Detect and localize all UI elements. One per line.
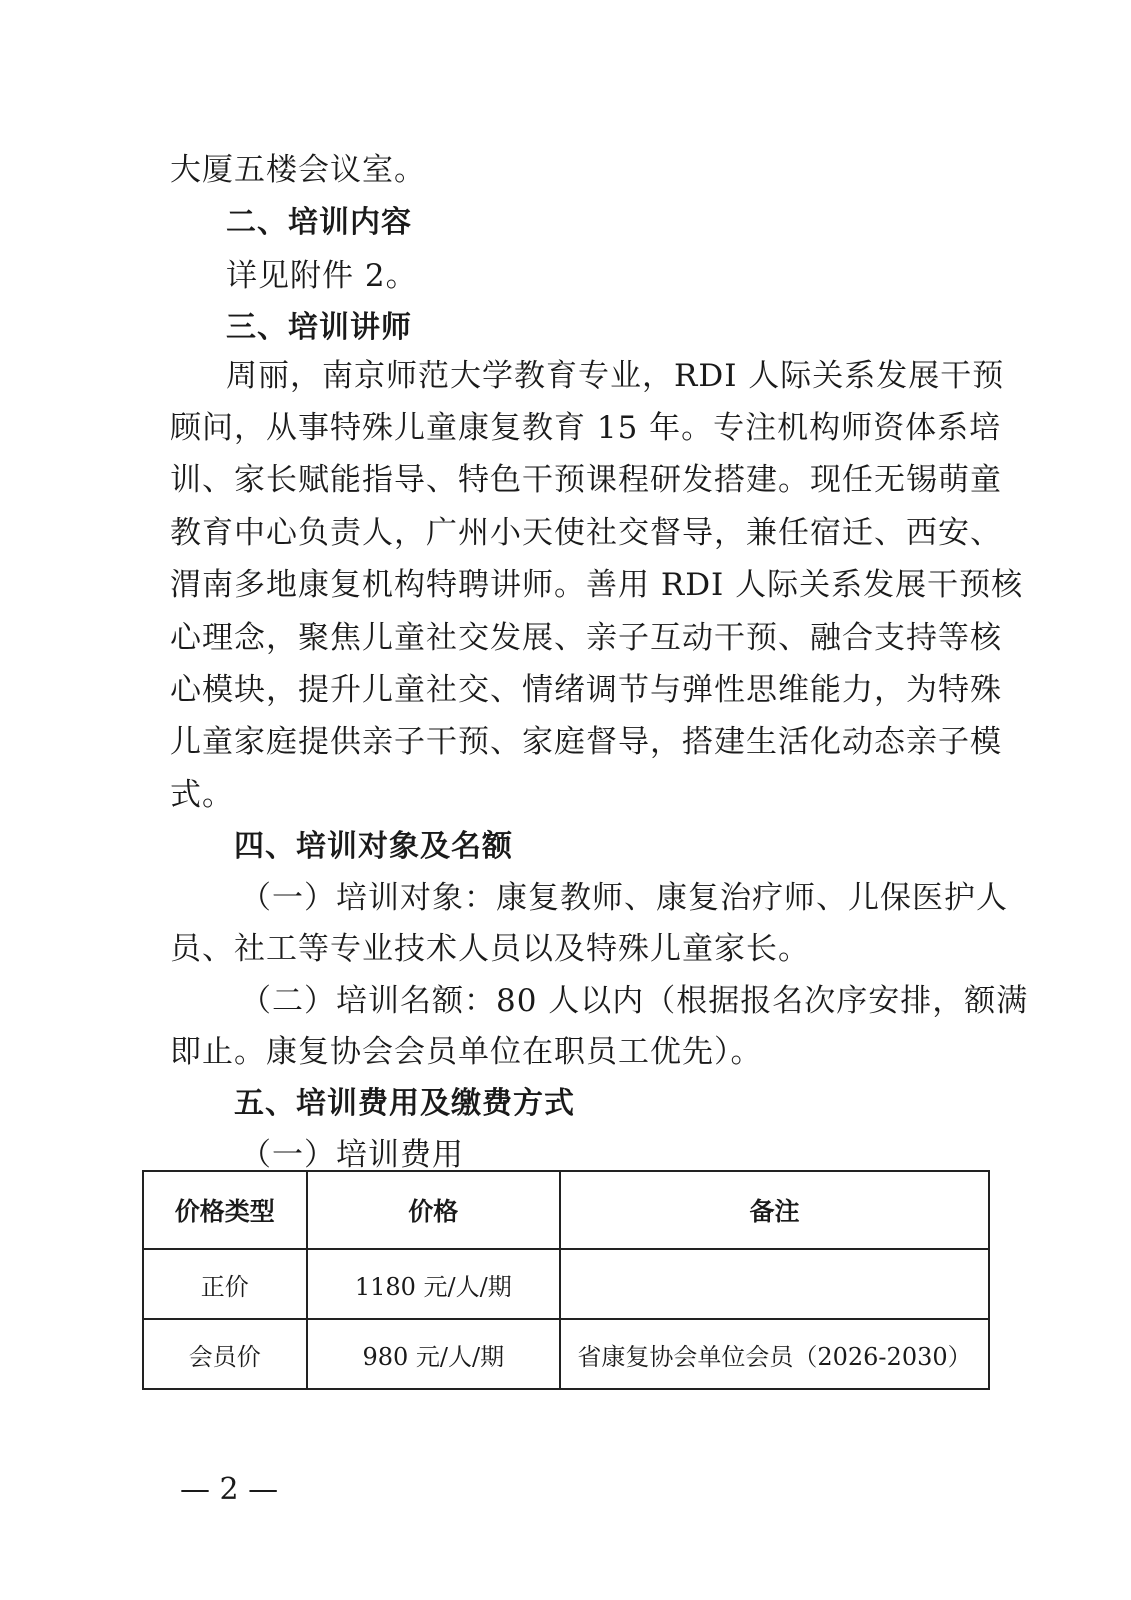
section-3-line: 周丽，南京师范大学教育专业，RDI 人际关系发展干预 <box>226 358 1005 394</box>
section-3-line: 心理念，聚焦儿童社交发展、亲子互动干预、融合支持等核 <box>170 620 1002 656</box>
table-header-cell: 价格类型 <box>143 1171 307 1249</box>
section-5-heading: 五、培训费用及缴费方式 <box>234 1086 575 1121</box>
table-cell: 980 元/人/期 <box>307 1319 560 1389</box>
section-3-line: 儿童家庭提供亲子干预、家庭督导，搭建生活化动态亲子模 <box>170 724 1002 760</box>
continuation-line: 大厦五楼会议室。 <box>170 152 426 188</box>
section-5-subheading: （一）培训费用 <box>240 1137 464 1173</box>
table-cell: 正价 <box>143 1249 307 1319</box>
section-3-line: 训、家长赋能指导、特色干预课程研发搭建。现任无锡萌童 <box>170 462 1002 498</box>
section-4-heading: 四、培训对象及名额 <box>234 829 513 864</box>
section-2-heading: 二、培训内容 <box>226 205 412 240</box>
page-number: — 2 — <box>180 1472 279 1507</box>
section-4-line: （一）培训对象：康复教师、康复治疗师、儿保医护人 <box>240 880 1008 916</box>
table-row <box>143 1249 989 1319</box>
table-header-row <box>143 1171 989 1249</box>
table-header-cell: 备注 <box>560 1171 989 1249</box>
section-4-line: 员、社工等专业技术人员以及特殊儿童家长。 <box>170 931 810 967</box>
section-3-line: 心模块，提升儿童社交、情绪调节与弹性思维能力，为特殊 <box>170 672 1002 708</box>
table-header-cell: 价格 <box>307 1171 560 1249</box>
section-3-line: 渭南多地康复机构特聘讲师。善用 RDI 人际关系发展干预核 <box>170 567 1024 603</box>
table-cell: 省康复协会单位会员（2026-2030） <box>560 1319 989 1389</box>
table-cell <box>560 1249 989 1319</box>
section-2-text: 详见附件 2。 <box>226 258 418 294</box>
section-3-line: 式。 <box>170 777 234 813</box>
section-4-line: （二）培训名额：80 人以内（根据报名次序安排，额满 <box>240 983 1029 1019</box>
fee-table <box>142 1170 990 1390</box>
section-3-heading: 三、培训讲师 <box>226 310 412 345</box>
table-cell: 1180 元/人/期 <box>307 1249 560 1319</box>
section-3-line: 顾问，从事特殊儿童康复教育 15 年。专注机构师资体系培 <box>170 410 1002 446</box>
section-3-line: 教育中心负责人，广州小天使社交督导，兼任宿迁、西安、 <box>170 515 1002 551</box>
table-row <box>143 1319 989 1389</box>
table-cell: 会员价 <box>143 1319 307 1389</box>
section-4-line: 即止。康复协会会员单位在职员工优先）。 <box>170 1034 763 1070</box>
